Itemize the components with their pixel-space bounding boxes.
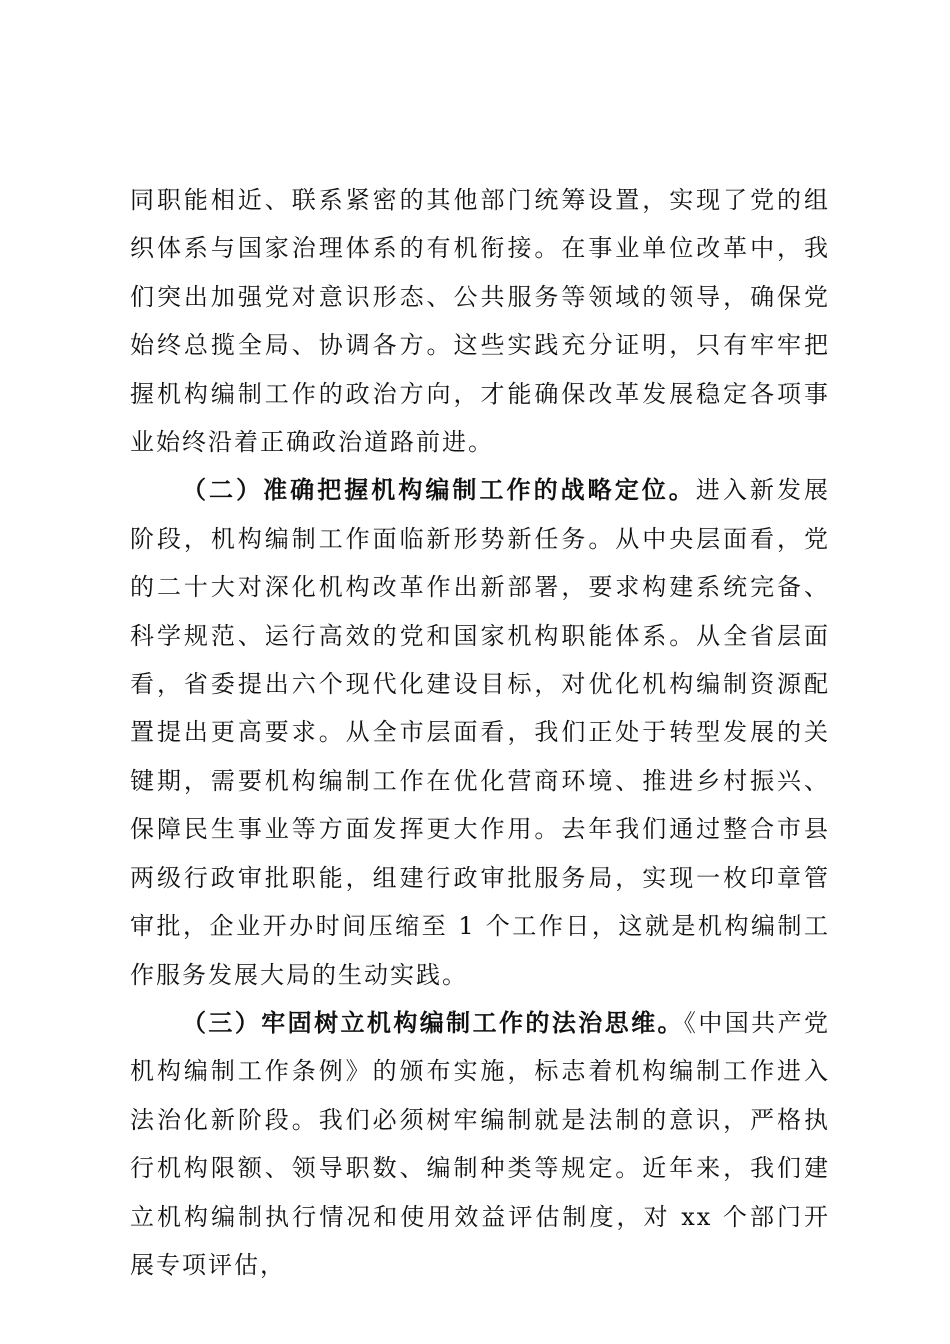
section-3-paragraph <box>130 999 830 1289</box>
paragraph-1-text: 同职能相近、联系紧密的其他部门统筹设置，实现了党的组织体系与国家治理体系的有机衔接。在事业单位改革中，我们突出加强党对意识形态、公共服务等领域的领导，确保党始终总揽全局、协调各方。这些实践充分证明，只有牢牢把握机构编制工作的政治方向，才能确保改革发展稳定各项事业始终沿着正确政治道路前进。 <box>130 186 830 457</box>
document-body <box>130 176 830 1289</box>
section-3-heading: （三）牢固树立机构编制工作的法治思维。 <box>182 1008 684 1037</box>
section-2-paragraph <box>130 466 830 998</box>
paragraph-continuation <box>130 176 830 466</box>
section-2-heading: （二）准确把握机构编制工作的战略定位。 <box>182 476 696 505</box>
section-3-body: 《中国共产党机构编制工作条例》的颁布实施，标志着机构编制工作进入法治化新阶段。我们必须树牢编制就是法制的意识，严格执行机构限额、领导职数、编制种类等规定。近年来，我们建立机构编制执行情况和使用效益评估制度，对 xx 个部门开展专项评估， <box>130 1008 831 1279</box>
section-2-body: 进入新发展阶段，机构编制工作面临新形势新任务。从中央层面看，党的二十大对深化机构改革作出新部署，要求构建系统完备、科学规范、运行高效的党和国家机构职能体系。从全省层面看，省委提出六个现代化建设目标，对优化机构编制资源配置提出更高要求。从全市层面看，我们正处于转型发展的关键期，需要机构编制工作在优化营商环境、推进乡村振兴、保障民生事业等方面发挥更大作用。去年我们通过整合市县两级行政审批职能，组建行政审批服务局，实现一枚印章管审批，企业开办时间压缩至 1 个工作日，这就是机构编制工作服务发展大局的生动实践。 <box>130 476 831 989</box>
